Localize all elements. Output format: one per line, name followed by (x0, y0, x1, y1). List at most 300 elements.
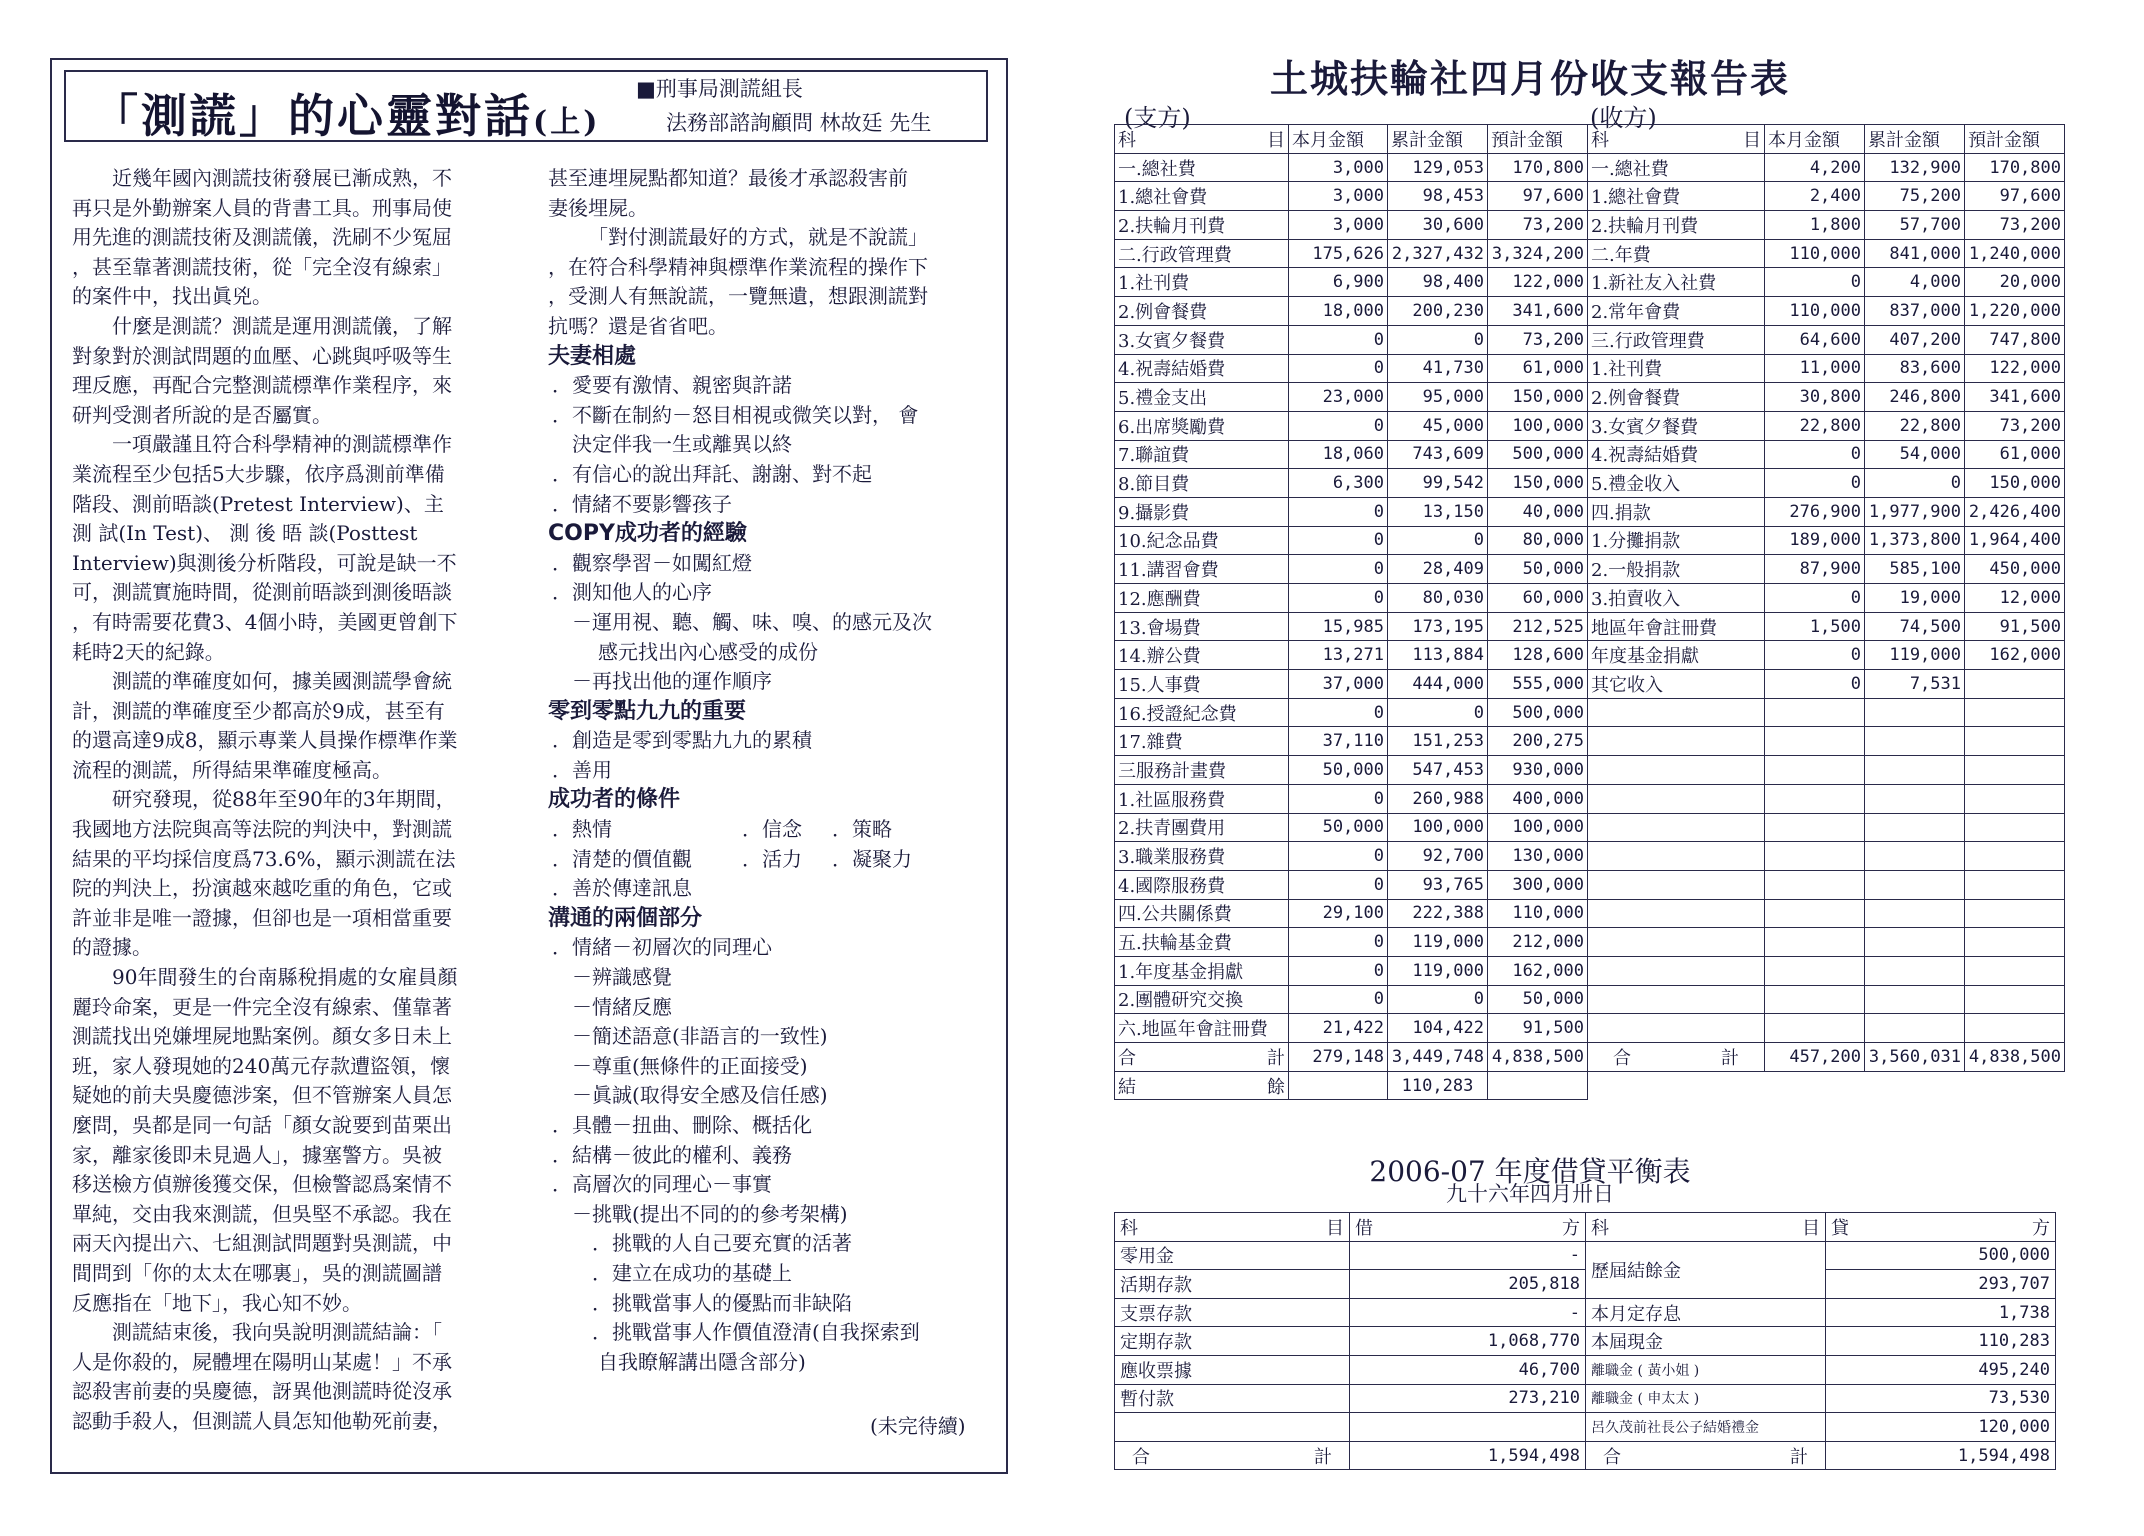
amount-cell: 0 (1289, 842, 1388, 871)
amount-cell (1765, 928, 1865, 957)
table-row (1115, 899, 2065, 928)
amount-cell: 0 (1289, 354, 1388, 383)
amount-cell: 110,000 (1765, 297, 1865, 326)
bs-header-row (1115, 1213, 2056, 1242)
table-row (1115, 870, 2065, 899)
text-line: 認殺害前妻的吳慶德，訝異他測謊時從沒承 (72, 1379, 452, 1404)
bs-credit-amount: 110,283 (1826, 1327, 2056, 1356)
amount-cell: 91,500 (1965, 612, 2065, 641)
table-row (1115, 440, 2065, 469)
text-line: 計，測謊的準確度至少都高於9成，甚至有 (72, 698, 445, 723)
table-row (1115, 268, 2065, 297)
bs-total-label (1115, 1441, 1350, 1470)
amount-cell: 28,409 (1388, 555, 1488, 584)
item-name: 8.節目費 (1115, 469, 1289, 498)
item-name: 10.紀念品費 (1115, 526, 1289, 555)
amount-cell: 500,000 (1488, 698, 1588, 727)
item-name: 三服務計畫費 (1115, 756, 1289, 785)
bs-credit-item: 本屆現金 (1586, 1327, 1826, 1356)
text-line: 耗時2天的紀錄。 (72, 639, 225, 664)
table-row (1115, 297, 2065, 326)
amount-cell: 45,000 (1388, 411, 1488, 440)
amount-cell: 276,900 (1765, 497, 1865, 526)
amount-cell (1965, 899, 2065, 928)
table-row (1115, 985, 2065, 1014)
report-title: 土城扶輪社四月份收支報告表 (1269, 57, 1790, 101)
text-line: 我國地方法院與高等法院的判決中，對測謊 (72, 817, 452, 842)
header-part: 科 (1591, 129, 1609, 151)
header-cell: 預計金額 (1965, 125, 2065, 154)
bullet-item: ．熱情 (552, 817, 612, 842)
amount-cell: 95,000 (1388, 383, 1488, 412)
amount-cell: 97,600 (1488, 182, 1588, 211)
amount-cell: 0 (1289, 584, 1388, 613)
bs-total-debit: 1,594,498 (1350, 1441, 1586, 1470)
item-name (1588, 1014, 1765, 1043)
amount-cell: 130,000 (1488, 842, 1588, 871)
item-name: 1.新社友入社費 (1588, 268, 1765, 297)
text-line: ．情緒不要影響孩子 (552, 491, 732, 516)
text-line: 的還高達9成8，顯示專業人員操作標準作業 (72, 728, 458, 753)
amount-cell: 119,000 (1388, 928, 1488, 957)
bs-total-label-part: 計 (1314, 1446, 1332, 1468)
amount-cell: 0 (1765, 268, 1865, 297)
amount-cell: 83,600 (1865, 354, 1965, 383)
total-label-part: 合 (1118, 1047, 1136, 1069)
balance-sheet-title: 2006-07 年度借貸平衡表 (1369, 1155, 1691, 1188)
amount-cell: 189,000 (1765, 526, 1865, 555)
amount-cell (1965, 985, 2065, 1014)
balance-label-part: 餘 (1267, 1076, 1285, 1098)
table-row (1115, 469, 2065, 498)
item-name (1588, 985, 1765, 1014)
amount-cell: 150,000 (1488, 469, 1588, 498)
text-line: 妻後埋屍。 (548, 195, 648, 220)
amount-cell: 11,000 (1765, 354, 1865, 383)
amount-cell: 3,324,200 (1488, 239, 1588, 268)
text-line: ．挑戰當事人的優點而非缺陷 (592, 1290, 852, 1315)
total-expense-cell: 279,148 (1289, 1043, 1388, 1072)
amount-cell: 0 (1388, 526, 1488, 555)
bs-header-cell (1115, 1213, 1350, 1242)
item-name: 3.拍賣收入 (1588, 584, 1765, 613)
amount-cell: 18,000 (1289, 297, 1388, 326)
header-cell: 預計金額 (1488, 125, 1588, 154)
text-line: 兩天內提出六、七組測試問題對吳測謊，中 (72, 1231, 452, 1256)
item-name: 其它收入 (1588, 670, 1765, 699)
bullet-item: ．活力 (742, 846, 802, 871)
bs-debit-item: 應收票據 (1115, 1355, 1350, 1384)
amount-cell: 200,275 (1488, 727, 1588, 756)
amount-cell: 0 (1289, 784, 1388, 813)
bs-header-part: 科 (1591, 1217, 1609, 1239)
bs-credit-item: 離職金 ( 申太太 ) (1586, 1384, 1826, 1413)
item-name: 4.祝壽結婚費 (1115, 354, 1289, 383)
bs-debit-amount: 273,210 (1350, 1384, 1586, 1413)
bullet-item: ．策略 (832, 817, 892, 842)
byline-author: 法務部諮詢顧問 林故廷 先生 (666, 111, 932, 135)
table-row (1115, 411, 2065, 440)
item-name: 15.人事費 (1115, 670, 1289, 699)
amount-cell (1965, 670, 2065, 699)
amount-cell: 0 (1765, 440, 1865, 469)
item-name: 5.禮金支出 (1115, 383, 1289, 412)
amount-cell: 170,800 (1488, 153, 1588, 182)
table-row (1115, 612, 2065, 641)
item-name: 17.雜費 (1115, 727, 1289, 756)
amount-cell: 1,500 (1765, 612, 1865, 641)
bs-header-part: 方 (1562, 1217, 1580, 1239)
amount-cell: 743,609 (1388, 440, 1488, 469)
amount-cell: 0 (1289, 698, 1388, 727)
bs-row (1115, 1355, 2056, 1384)
amount-cell (1765, 698, 1865, 727)
text-line: 用先進的測謊技術及測謊儀，洗刷不少冤屈 (72, 225, 452, 250)
amount-cell: 13,150 (1388, 497, 1488, 526)
amount-cell: 841,000 (1865, 239, 1965, 268)
amount-cell: 98,453 (1388, 182, 1488, 211)
table-row (1115, 383, 2065, 412)
amount-cell: 444,000 (1388, 670, 1488, 699)
table-row (1115, 239, 2065, 268)
item-name: 14.辦公費 (1115, 641, 1289, 670)
table-row (1115, 956, 2065, 985)
text-line: 甚至連埋屍點都知道？最後才承認殺害前 (548, 166, 908, 190)
item-name (1588, 698, 1765, 727)
amount-cell: 212,000 (1488, 928, 1588, 957)
amount-cell: 260,988 (1388, 784, 1488, 813)
bs-header-part: 目 (1326, 1217, 1344, 1239)
text-line: 理反應，再配合完整測謊標準作業程序，來 (72, 373, 452, 398)
bs-header-part: 科 (1120, 1217, 1138, 1239)
bs-credit-amount: 293,707 (1826, 1270, 2056, 1299)
bs-row (1115, 1270, 2056, 1299)
amount-cell (1765, 956, 1865, 985)
section-heading: 夫妻相處 (548, 343, 637, 369)
balance-sheet-table (1114, 1212, 2056, 1470)
table-row (1115, 555, 2065, 584)
amount-cell: 0 (1388, 698, 1488, 727)
amount-cell (1965, 1014, 2065, 1043)
amount-cell: 50,000 (1488, 555, 1588, 584)
text-line: 對象對於測試問題的血壓、心跳與呼吸等生 (72, 343, 452, 368)
bs-debit-item: 支票存款 (1115, 1298, 1350, 1327)
item-name: 11.講習會費 (1115, 555, 1289, 584)
item-name (1588, 870, 1765, 899)
bs-credit-item: 呂久茂前社長公子結婚禮金 (1586, 1413, 1826, 1442)
bs-header-part: 目 (1802, 1217, 1820, 1239)
amount-cell (1965, 727, 2065, 756)
amount-cell: 64,600 (1765, 325, 1865, 354)
amount-cell: 173,195 (1388, 612, 1488, 641)
item-name: 6.出席獎勵費 (1115, 411, 1289, 440)
text-line: ．高層次的同理心－事實 (552, 1172, 772, 1197)
text-line: 測 試(In Test)、 測 後 晤 談(Posttest (72, 521, 418, 546)
item-name (1588, 956, 1765, 985)
table-row (1115, 325, 2065, 354)
amount-cell: 200,230 (1388, 297, 1488, 326)
amount-cell: 0 (1765, 670, 1865, 699)
table-row (1115, 756, 2065, 785)
amount-cell: 100,000 (1388, 813, 1488, 842)
amount-cell: 2,327,432 (1388, 239, 1488, 268)
bs-header-cell (1826, 1213, 2056, 1242)
amount-cell: 1,373,800 (1865, 526, 1965, 555)
text-line: －辨識感覺 (572, 965, 672, 990)
amount-cell: 119,000 (1388, 956, 1488, 985)
amount-cell: 23,000 (1289, 383, 1388, 412)
text-line: ．觀察學習－如闖紅燈 (552, 550, 752, 575)
bullet-item: ．信念 (742, 817, 802, 842)
header-cell: 本月金額 (1765, 125, 1865, 154)
amount-cell: 400,000 (1488, 784, 1588, 813)
text-line: 研判受測者所說的是否屬實。 (72, 402, 332, 427)
header-cell: 累計金額 (1865, 125, 1965, 154)
amount-cell (1965, 870, 2065, 899)
text-line: ．具體－扭曲、刪除、概括化 (552, 1113, 812, 1137)
text-line: ．挑戰當事人作價值澄清(自我探索到 (592, 1320, 920, 1345)
text-line: 階段、測前晤談(Pretest Interview)、主 (72, 491, 444, 516)
item-name: 3.女賓夕餐費 (1115, 325, 1289, 354)
bs-credit-amount: 73,530 (1826, 1384, 2056, 1413)
text-line: ，受測人有無說謊，一覽無遺，想跟測謊對 (548, 284, 928, 309)
amount-cell: 97,600 (1965, 182, 2065, 211)
item-name: 二.年費 (1588, 239, 1765, 268)
table-row (1115, 211, 2065, 240)
bs-debit-amount: - (1350, 1241, 1586, 1270)
item-name: 2.扶輪月刊費 (1588, 211, 1765, 240)
text-line: 再只是外勤辦案人員的背書工具。刑事局使 (72, 195, 452, 220)
amount-cell: 12,000 (1965, 584, 2065, 613)
amount-cell (1765, 899, 1865, 928)
item-name: 1.總社會費 (1115, 182, 1289, 211)
text-line: 認動手殺人，但測謊人員怎知他勒死前妻， (72, 1408, 452, 1433)
amount-cell: 122,000 (1965, 354, 2065, 383)
amount-cell: 1,977,900 (1865, 497, 1965, 526)
amount-cell: 50,000 (1289, 756, 1388, 785)
table-row (1115, 928, 2065, 957)
amount-cell (1865, 784, 1965, 813)
amount-cell: 50,000 (1488, 985, 1588, 1014)
bs-total-credit: 1,594,498 (1826, 1441, 2056, 1470)
section-heading: COPY成功者的經驗 (548, 521, 747, 547)
amount-cell (1965, 842, 2065, 871)
amount-cell (1865, 956, 1965, 985)
bullet-row (548, 815, 988, 845)
amount-cell: 29,100 (1289, 899, 1388, 928)
table-row (1115, 1014, 2065, 1043)
text-line: ．挑戰的人自己要充實的活著 (592, 1231, 852, 1256)
text-line: 業流程至少包括5大步驟，依序爲測前準備 (72, 461, 445, 486)
total-label-part: 計 (1267, 1047, 1285, 1069)
amount-cell: 150,000 (1965, 469, 2065, 498)
amount-cell: 61,000 (1488, 354, 1588, 383)
bs-credit-item: 本月定存息 (1586, 1298, 1826, 1327)
item-name: 六.地區年會註冊費 (1115, 1014, 1289, 1043)
amount-cell: 0 (1289, 411, 1388, 440)
bs-total-label-part: 計 (1790, 1446, 1808, 1468)
section-heading: 零到零點九九的重要 (548, 698, 747, 724)
bs-debit-amount: 205,818 (1350, 1270, 1586, 1299)
amount-cell (1765, 1014, 1865, 1043)
amount-cell: 341,600 (1965, 383, 2065, 412)
item-name: 1.社刊費 (1115, 268, 1289, 297)
bs-debit-item (1115, 1413, 1350, 1442)
text-line: 結果的平均採信度爲73.6%，顯示測謊在法 (72, 846, 456, 871)
amount-cell: 1,220,000 (1965, 297, 2065, 326)
header-part: 目 (1743, 129, 1761, 151)
bs-row (1115, 1413, 2056, 1442)
amount-cell (1765, 756, 1865, 785)
paragraph-line: 測謊的準確度如何，據美國測謊學會統 (112, 669, 452, 694)
item-name: 2.例會餐費 (1115, 297, 1289, 326)
item-name: 年度基金捐獻 (1588, 641, 1765, 670)
amount-cell: 73,200 (1488, 325, 1588, 354)
article-byline (636, 72, 986, 140)
item-name: 4.國際服務費 (1115, 870, 1289, 899)
item-name (1588, 899, 1765, 928)
total-label (1588, 1043, 1765, 1072)
bullet-item: ．清楚的價值觀 (552, 846, 692, 871)
balance-label-part: 結 (1118, 1076, 1136, 1098)
table-row (1115, 153, 2065, 182)
amount-cell: 175,626 (1289, 239, 1388, 268)
total-label (1115, 1043, 1289, 1072)
item-name (1588, 727, 1765, 756)
amount-cell: 4,200 (1765, 153, 1865, 182)
amount-cell (1865, 842, 1965, 871)
amount-cell (1765, 813, 1865, 842)
amount-cell: 0 (1765, 469, 1865, 498)
bs-row (1115, 1384, 2056, 1413)
item-name: 9.攝影費 (1115, 497, 1289, 526)
paragraph-line: 測謊結束後，我向吳說明測謊結論：「 (112, 1320, 442, 1345)
amount-cell (1865, 899, 1965, 928)
amount-cell: 0 (1388, 985, 1488, 1014)
item-name (1588, 756, 1765, 785)
text-line: ．愛要有激情、親密與許諾 (552, 373, 792, 398)
text-line: ．善於傳達訊息 (552, 876, 692, 901)
text-line: 測謊找出兇嫌埋屍地點案例。顏女多日未上 (72, 1024, 452, 1049)
paragraph-line: 一項嚴謹且符合科學精神的測謊標準作 (112, 432, 452, 457)
amount-cell: 22,800 (1865, 411, 1965, 440)
amount-cell: 20,000 (1965, 268, 2065, 297)
amount-cell: 87,900 (1765, 555, 1865, 584)
table-row (1115, 641, 2065, 670)
amount-cell: 222,388 (1388, 899, 1488, 928)
paragraph-line: 近幾年國內測謊技術發展已漸成熟，不 (112, 166, 452, 190)
amount-cell: 73,200 (1488, 211, 1588, 240)
amount-cell (1865, 870, 1965, 899)
item-name: 1.年度基金捐獻 (1115, 956, 1289, 985)
bs-row (1115, 1241, 2056, 1270)
text-line: 疑她的前夫吳慶德涉案，但不管辦案人員怎 (72, 1083, 452, 1108)
item-name (1588, 842, 1765, 871)
bs-row (1115, 1298, 2056, 1327)
balance-empty (1488, 1071, 1588, 1100)
to-be-continued: (未完待續) (870, 1414, 966, 1438)
amount-cell: 113,884 (1388, 641, 1488, 670)
amount-cell: 22,800 (1765, 411, 1865, 440)
text-line: －運用視、聽、觸、味、嗅、的感元及次 (572, 609, 932, 634)
amount-cell (1865, 1014, 1965, 1043)
table-row (1115, 584, 2065, 613)
amount-cell: 104,422 (1388, 1014, 1488, 1043)
amount-cell: 54,000 (1865, 440, 1965, 469)
amount-cell: 6,300 (1289, 469, 1388, 498)
amount-cell: 3,000 (1289, 182, 1388, 211)
paragraph-line: 「對付測謊最好的方式，就是不說謊」 (588, 225, 928, 250)
amount-cell: 0 (1289, 956, 1388, 985)
section-heading: 成功者的條件 (548, 787, 681, 813)
amount-cell: 21,422 (1289, 1014, 1388, 1043)
text-line: －簡述語意(非語言的一致性) (572, 1024, 828, 1049)
text-line: －眞誠(取得安全感及信任感) (572, 1083, 828, 1108)
item-name: 1.社區服務費 (1115, 784, 1289, 813)
amount-cell: 37,110 (1289, 727, 1388, 756)
amount-cell (1865, 813, 1965, 842)
balance-label (1115, 1071, 1289, 1100)
text-line: ，在符合科學精神與標準作業流程的操作下 (548, 254, 928, 279)
amount-cell: 450,000 (1965, 555, 2065, 584)
item-name: 16.授證紀念費 (1115, 698, 1289, 727)
bs-credit-amount: 1,738 (1826, 1298, 2056, 1327)
bs-total-label-part: 合 (1132, 1446, 1150, 1468)
amount-cell (1765, 842, 1865, 871)
bs-credit-amount: 495,240 (1826, 1355, 2056, 1384)
total-expense-cell: 4,838,500 (1488, 1043, 1588, 1072)
amount-cell: 122,000 (1488, 268, 1588, 297)
table-row (1115, 526, 2065, 555)
amount-cell: 41,730 (1388, 354, 1488, 383)
amount-cell: 19,000 (1865, 584, 1965, 613)
amount-cell: 0 (1388, 325, 1488, 354)
balance-row (1115, 1071, 2065, 1100)
text-line: 的案件中，找出眞兇。 (72, 284, 272, 309)
amount-cell: 80,000 (1488, 526, 1588, 555)
amount-cell: 2,400 (1765, 182, 1865, 211)
article-title: 「測謊」的心靈對話(上) (92, 89, 601, 143)
amount-cell: 92,700 (1388, 842, 1488, 871)
item-name: 一.總社費 (1588, 153, 1765, 182)
text-line: ，甚至靠著測謊技術，從「完全沒有線索」 (72, 254, 452, 279)
income-expense-table (1114, 124, 2065, 1100)
text-line: 院的判決上，扮演越來越吃重的角色，它或 (72, 876, 452, 901)
text-line: 麼問，吳都是同一句話「顏女說要到苗栗出 (72, 1113, 452, 1137)
amount-cell: 60,000 (1488, 584, 1588, 613)
amount-cell: 4,000 (1865, 268, 1965, 297)
text-line: ．結構－彼此的權利、義務 (552, 1142, 792, 1167)
amount-cell (1965, 956, 2065, 985)
amount-cell: 246,800 (1865, 383, 1965, 412)
amount-cell: 132,900 (1865, 153, 1965, 182)
item-name: 四.公共關係費 (1115, 899, 1289, 928)
total-label-part: 合 (1613, 1047, 1631, 1069)
income-label: (收方) (1590, 104, 1657, 132)
amount-cell (1765, 727, 1865, 756)
bs-debit-amount: - (1350, 1298, 1586, 1327)
item-name: 五.扶輪基金費 (1115, 928, 1289, 957)
amount-cell: 0 (1289, 928, 1388, 957)
expense-label: (支方) (1124, 104, 1191, 132)
table-row (1115, 698, 2065, 727)
amount-cell: 100,000 (1488, 813, 1588, 842)
text-line: 的證據。 (72, 935, 152, 960)
amount-cell: 500,000 (1488, 440, 1588, 469)
amount-cell (1965, 928, 2065, 957)
text-line: Interview)與測後分析階段，可說是缺一不 (72, 550, 457, 575)
item-name: 2.例會餐費 (1588, 383, 1765, 412)
